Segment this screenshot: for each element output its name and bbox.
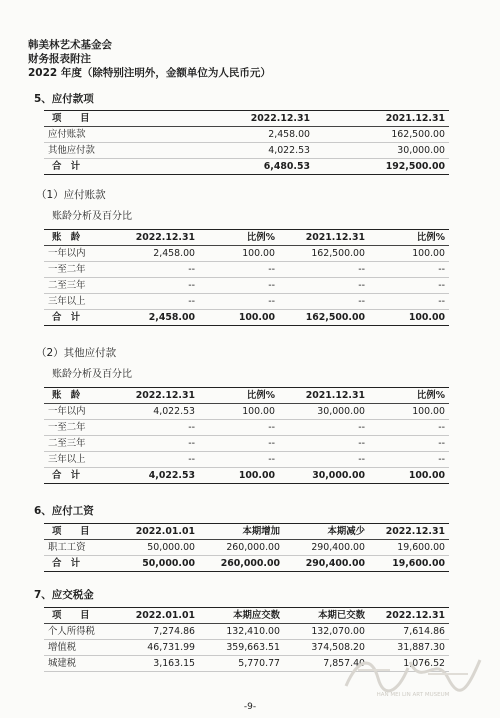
row-label: 增值税 (44, 640, 114, 656)
table-row (44, 127, 449, 143)
cell: 7,274.86 (114, 624, 199, 640)
cell: 100.00 (369, 468, 449, 484)
cell: 100.00 (199, 404, 279, 420)
table-row (44, 436, 449, 452)
cell: -- (199, 420, 279, 436)
col-header: 本期增加 (199, 524, 284, 540)
subsection-5-2-title: （2）其他应付款 (36, 347, 117, 359)
col-header: 2022.12.31 (369, 608, 449, 624)
col-header: 本期已交数 (284, 608, 369, 624)
subsection-5-1-subtitle: 账龄分析及百分比 (52, 211, 132, 222)
cell: -- (369, 278, 449, 294)
col-header: 比例% (369, 230, 449, 246)
cell: -- (369, 436, 449, 452)
row-label: 合 计 (44, 159, 179, 175)
cell: -- (199, 262, 279, 278)
cell: 6,480.53 (179, 159, 314, 175)
total-row (44, 468, 449, 484)
col-header: 2022.12.31 (119, 388, 199, 404)
cell: 50,000.00 (114, 556, 199, 572)
stamp-english-text: HAN MEI LIN ART MUSEUM (376, 692, 450, 698)
table-header-row (44, 111, 449, 127)
org-name: 韩美林艺术基金会 (28, 39, 112, 51)
row-label: 二至三年 (44, 436, 119, 452)
cell: -- (119, 452, 199, 468)
table-row (44, 452, 449, 468)
cell: -- (199, 278, 279, 294)
col-header: 2022.01.01 (114, 524, 199, 540)
cell: 100.00 (369, 310, 449, 326)
cell: 290,400.00 (284, 540, 369, 556)
col-header: 账 龄 (44, 388, 119, 404)
page-number: -9- (243, 702, 257, 712)
document-header (28, 38, 271, 80)
cell: 4,022.53 (119, 404, 199, 420)
table-row (44, 143, 449, 159)
cell: 4,022.53 (119, 468, 199, 484)
cell: 19,600.00 (369, 556, 449, 572)
cell: 3,163.15 (114, 656, 199, 672)
cell: -- (279, 436, 369, 452)
col-header: 比例% (369, 388, 449, 404)
cell: -- (279, 452, 369, 468)
cell: 192,500.00 (314, 159, 449, 175)
cell: 100.00 (199, 468, 279, 484)
cell: 5,770.77 (199, 656, 284, 672)
cell: -- (279, 278, 369, 294)
cell: 359,663.51 (199, 640, 284, 656)
cell: 50,000.00 (114, 540, 199, 556)
other-payables-aging-table (44, 387, 449, 484)
table-row (44, 294, 449, 310)
row-label: 一至二年 (44, 420, 119, 436)
cell: -- (369, 262, 449, 278)
row-label: 二至三年 (44, 278, 119, 294)
table-header-row (44, 524, 449, 540)
cell: 2,458.00 (119, 310, 199, 326)
cell: 30,000.00 (279, 404, 369, 420)
cell: -- (119, 294, 199, 310)
cell: 30,000.00 (279, 468, 369, 484)
cell: 100.00 (199, 310, 279, 326)
col-header: 2021.12.31 (314, 111, 449, 127)
cell: 162,500.00 (279, 310, 369, 326)
cell: 2,458.00 (119, 246, 199, 262)
row-label: 合 计 (44, 556, 114, 572)
period-note: 2022 年度（除特别注明外，金额单位为人民币元） (28, 67, 271, 79)
cell: 260,000.00 (199, 540, 284, 556)
table-row (44, 624, 449, 640)
table-row (44, 540, 449, 556)
section-5-title: 5、应付款项 (34, 93, 94, 105)
total-row (44, 310, 449, 326)
doc-title: 财务报表附注 (28, 53, 91, 65)
cell: 7,614.86 (369, 624, 449, 640)
cell: 1,076.52 (369, 656, 449, 672)
col-header: 项 目 (44, 524, 114, 540)
cell: -- (279, 420, 369, 436)
row-label: 城建税 (44, 656, 114, 672)
cell: 19,600.00 (369, 540, 449, 556)
col-header: 2021.12.31 (279, 388, 369, 404)
row-label: 三年以上 (44, 452, 119, 468)
cell: 162,500.00 (314, 127, 449, 143)
cell: -- (119, 278, 199, 294)
col-header: 2022.12.31 (179, 111, 314, 127)
cell: -- (369, 420, 449, 436)
cell: 162,500.00 (279, 246, 369, 262)
table-row (44, 404, 449, 420)
cell: 132,410.00 (199, 624, 284, 640)
col-header: 比例% (199, 388, 279, 404)
cell: -- (119, 262, 199, 278)
row-label: 其他应付款 (44, 143, 179, 159)
subsection-5-2-subtitle: 账龄分析及百分比 (52, 369, 132, 380)
row-label: 一年以内 (44, 246, 119, 262)
cell: 46,731.99 (114, 640, 199, 656)
col-header: 2022.12.31 (369, 524, 449, 540)
cell: 30,000.00 (314, 143, 449, 159)
row-label: 个人所得税 (44, 624, 114, 640)
col-header: 项 目 (44, 111, 179, 127)
table-header-row (44, 388, 449, 404)
table-row (44, 278, 449, 294)
cell: -- (199, 452, 279, 468)
cell: -- (199, 294, 279, 310)
table-row (44, 262, 449, 278)
row-label: 三年以上 (44, 294, 119, 310)
cell: 100.00 (369, 404, 449, 420)
accounts-payable-aging-table (44, 229, 449, 326)
cell: 2,458.00 (179, 127, 314, 143)
table-row (44, 246, 449, 262)
row-label: 职工工资 (44, 540, 114, 556)
cell: 7,857.40 (284, 656, 369, 672)
cell: -- (279, 262, 369, 278)
cell: -- (369, 294, 449, 310)
cell: 290,400.00 (284, 556, 369, 572)
table-header-row (44, 608, 449, 624)
col-header: 本期应交数 (199, 608, 284, 624)
col-header: 账 龄 (44, 230, 119, 246)
cell: 100.00 (199, 246, 279, 262)
section-6-title: 6、应付工资 (34, 505, 94, 517)
cell: -- (279, 294, 369, 310)
row-label: 应付账款 (44, 127, 179, 143)
col-header: 2022.12.31 (119, 230, 199, 246)
total-row (44, 159, 449, 175)
section-7-title: 7、应交税金 (34, 589, 94, 601)
row-label: 合 计 (44, 468, 119, 484)
cell: 4,022.53 (179, 143, 314, 159)
row-label: 合 计 (44, 310, 119, 326)
cell: 260,000.00 (199, 556, 284, 572)
col-header: 2022.01.01 (114, 608, 199, 624)
col-header: 2021.12.31 (279, 230, 369, 246)
cell: 374,508.20 (284, 640, 369, 656)
cell: 132,070.00 (284, 624, 369, 640)
col-header: 本期减少 (284, 524, 369, 540)
row-label: 一至二年 (44, 262, 119, 278)
cell: 100.00 (369, 246, 449, 262)
subsection-5-1-title: （1）应付账款 (36, 189, 106, 201)
payables-table (44, 110, 449, 175)
wages-payable-table (44, 523, 449, 572)
table-header-row (44, 230, 449, 246)
cell: -- (199, 436, 279, 452)
table-row (44, 420, 449, 436)
cell: -- (369, 452, 449, 468)
col-header: 比例% (199, 230, 279, 246)
cell: -- (119, 436, 199, 452)
row-label: 一年以内 (44, 404, 119, 420)
museum-stamp-watermark (338, 648, 488, 698)
col-header: 项 目 (44, 608, 114, 624)
cell: 31,887.30 (369, 640, 449, 656)
total-row (44, 556, 449, 572)
cell: -- (119, 420, 199, 436)
